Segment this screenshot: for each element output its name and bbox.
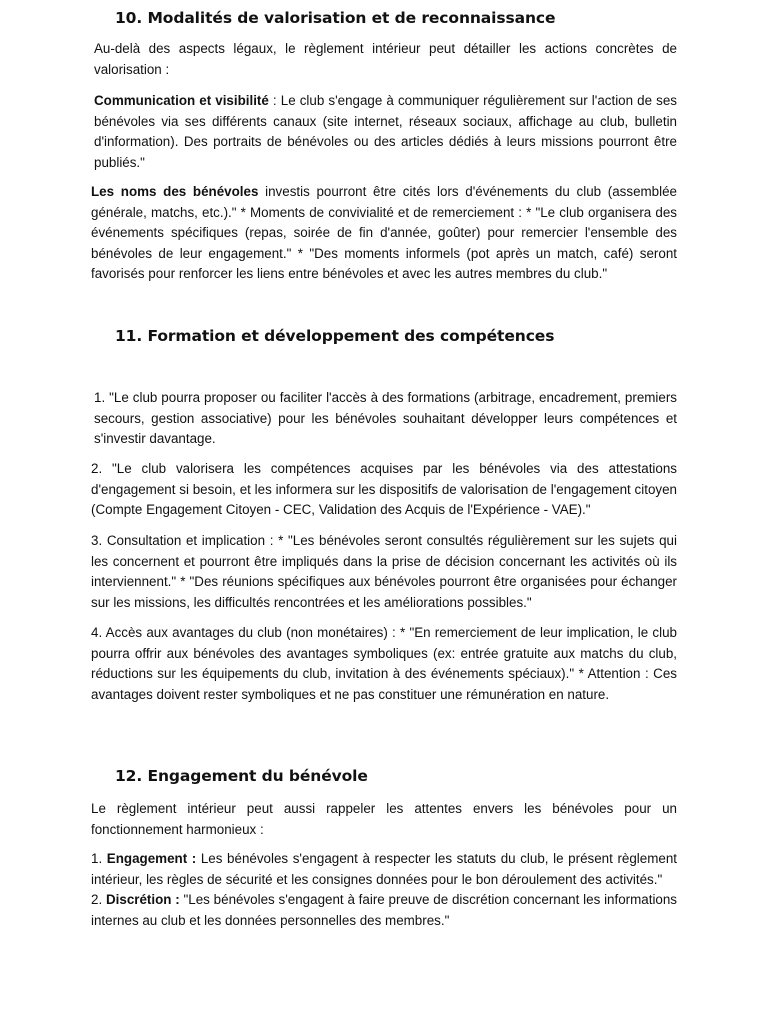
section-12-items	[91, 849, 677, 931]
bold-term: Discrétion :	[105, 892, 180, 907]
section-12-intro: Le règlement intérieur peut aussi rappeler les attentes envers les bénévoles pour un fonctionnement harmonieux :	[91, 801, 677, 837]
section-10-communication: Communication et visibilité : Le club s'engage à communiquer régulièrement sur l'action de ses bénévoles via ses différents canaux (site internet, réseaux sociaux, affichage au club, bulletin d'information). Des portraits de bénévoles ou des articles dédiés à leurs missions pourront être publiés."	[94, 93, 677, 170]
section-10-names: Les noms des bénévoles investis pourront être cités lors d'événements du club (assemblée générale, matchs, etc.)." * Moments de convivialité et de remerciement : * "Le club organisera des événements spécifiques (repas, soirée de fin d'année, goûter) pour remercier l'ensemble des bénévoles de leur engagement." * "Des moments informels (pot après un match, café) seront favorisés pour renforcer les liens entre bénévoles et avec les autres membres du club."	[91, 184, 677, 281]
section-10-intro: Au-delà des aspects légaux, le règlement intérieur peut détailler les actions concrètes de valorisation :	[94, 41, 677, 77]
section-11-item-2: 2. "Le club valorisera les compétences acquises par les bénévoles via des attestations d'engagement si besoin, et les informera sur les dispositifs de valorisation de l'engagement citoyen (Compte Engagement Citoyen - CEC, Validation des Acquis de l'Expérience - VAE)."	[91, 461, 677, 517]
section-11-item-1: 1. "Le club pourra proposer ou faciliter l'accès à des formations (arbitrage, encadrement, premiers secours, gestion associative) pour les bénévoles souhaitant développer leurs compétences et s'investir davantage.	[94, 390, 677, 446]
bold-term: Engagement :	[106, 851, 197, 866]
section-11-item-3: 3. Consultation et implication : * "Les bénévoles seront consultés régulièrement sur les sujets qui les concernent et pourront être impliqués dans la prise de décision concernant les activités où ils interviennent." * "Des réunions spécifiques aux bénévoles pourront être organisées pour échanger sur les missions, les difficultés rencontrées et les améliorations possibles."	[91, 533, 677, 610]
section-12-heading: 12. Engagement du bénévole	[115, 767, 368, 785]
section-10-heading: 10. Modalités de valorisation et de reconnaissance	[115, 9, 556, 27]
section-11-item-4: 4. Accès aux avantages du club (non monétaires) : * "En remerciement de leur implication, le club pourra offrir aux bénévoles des avantages symboliques (ex: entrée gratuite aux matchs du club, réductions sur les équipements du club, invitation à des événements spéciaux)." * Attention : Ces avantages doivent rester symboliques et ne pas constituer une rémunération en nature.	[91, 625, 677, 702]
bold-term: Communication et visibilité	[94, 93, 269, 108]
bold-term: Les noms des bénévoles	[91, 184, 259, 199]
section-11-heading: 11. Formation et développement des compétences	[115, 327, 555, 345]
item-discretion: 2. Discrétion : "Les bénévoles s'engagent à faire preuve de discrétion concernant les informations internes au club et les données personnelles des membres."	[91, 892, 678, 928]
item-engagement: 1. Engagement : Les bénévoles s'engagent à respecter les statuts du club, le présent règlement intérieur, les règles de sécurité et les consignes données pour le bon déroulement des activités."	[91, 851, 678, 887]
